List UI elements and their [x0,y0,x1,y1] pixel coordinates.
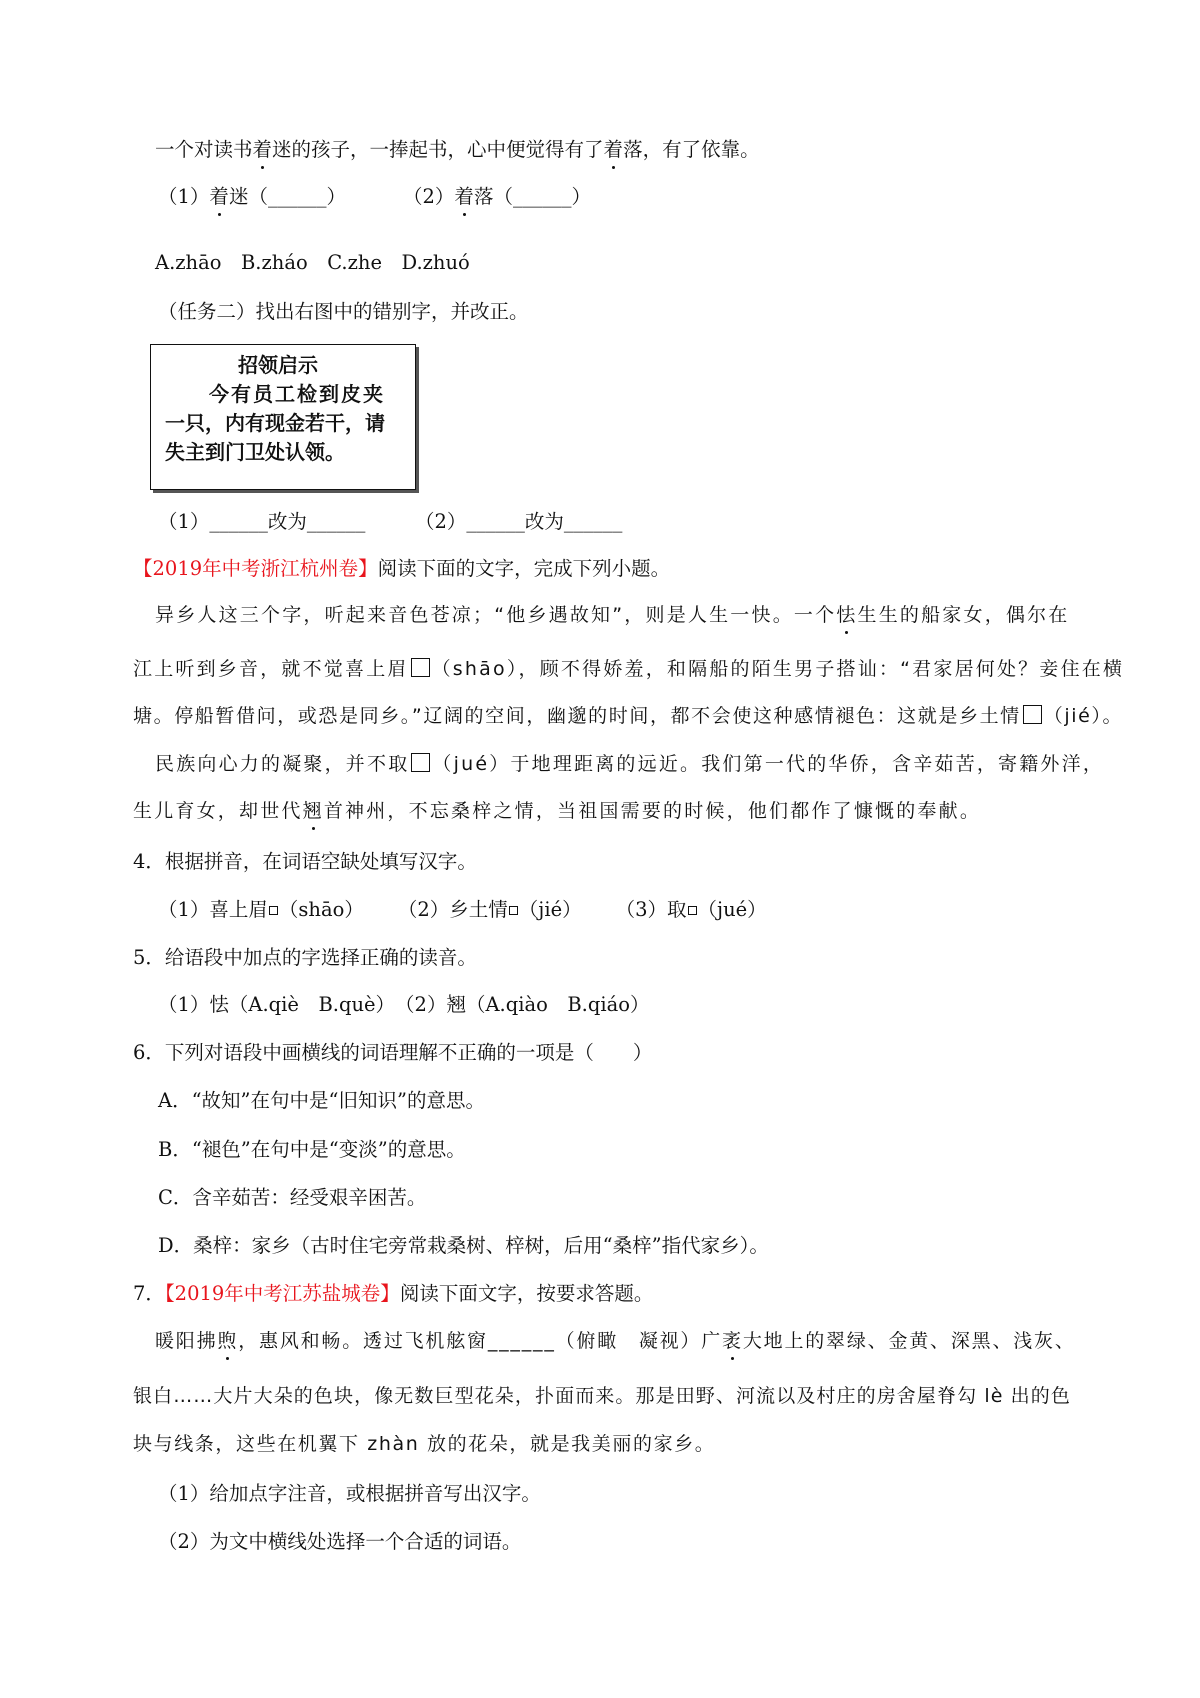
dotted-char: 着 [209,183,229,211]
q6-option-b: B．“褪色”在句中是“变淡”的意思。 [158,1138,466,1161]
text: （2）乡土情 [397,898,508,921]
dotted-char: 煦 [217,1327,238,1355]
task1-item1 [158,183,346,211]
text: ，惠风和畅。透过飞机舷窗______（俯瞰 凝视）广 [238,1330,723,1352]
question-5: 5．给语段中加点的字选择正确的读音。 [133,946,477,969]
text: 异乡人这三个字，听起来音色苍凉；“他乡遇故知”，则是人生一快。一个 [155,604,837,626]
text: 落（______） [473,185,591,208]
pinyin: （jué） [432,753,511,775]
text: 7． [133,1282,165,1305]
notice-line: 今有员工检到皮夹 [209,382,385,406]
notice-title: 招领启示 [238,353,318,377]
text: 阅读下面文字，按要求答题。 [399,1282,654,1305]
section-heading [133,555,670,583]
passage-line [133,655,1124,683]
text: （1）喜上眉 [158,898,268,921]
underlined-word: 褪色 [835,705,877,727]
q4-items [158,896,767,924]
dotted-char: 袤 [722,1327,743,1355]
text: （3）取 [615,898,687,921]
task2-instruction: （任务二）找出右图中的错别字，并改正。 [158,300,529,323]
text: ，顾不得娇羞，和隔船的陌生男子搭讪：“君家居何处？妾住在横 [518,658,1125,680]
passage-line [133,702,1123,730]
dotted-char: 着 [454,183,474,211]
passage-line [155,1327,1076,1355]
task2-answer2: （2）______改为______ [415,510,623,533]
text: 江上听到乡音，就不觉喜上眉 [133,658,409,680]
blank-box [411,658,430,677]
notice-image [150,344,416,490]
text: 首神州，不忘桑梓之情，当祖国需要的时候，他们都作了慷慨的奉献。 [323,800,982,822]
text: 一个对读书 [155,138,253,161]
pinyin: （jié）。 [1043,705,1124,727]
blank-box [411,753,430,772]
passage-line [133,797,981,825]
text: 落，有了依靠。 [623,138,760,161]
blank-box [509,906,518,915]
text: （1） [158,185,210,208]
dotted-char: 翘 [303,797,324,825]
q6-option-d: D．桑梓：家乡（古时住宅旁常栽桑树、梓树，后用“桑梓”指代家乡）。 [158,1234,769,1257]
question-6: 6．下列对语段中画横线的词语理解不正确的一项是（ ） [133,1041,653,1064]
text: 生儿育女，却世代 [133,800,303,822]
blank-box [1023,705,1042,724]
text: 大地上的翠绿、金黄、深黑、浅灰、 [742,1330,1076,1352]
source-tag: 【2019年中考江苏盐城卷】 [164,1282,400,1305]
pinyin: （shāo） [431,658,519,680]
pinyin: （shāo） [278,898,364,921]
dotted-char: 怯 [836,601,857,629]
text: 阅读下面的文字，完成下列小题。 [377,557,671,580]
text: 迷的孩子，一捧起书，心中便觉得有了 [272,138,604,161]
notice-line: 一只，内有现金若干，请 [165,411,385,435]
text: （2） [403,185,455,208]
passage-line: 银白……大片大朵的色块，像无数巨型花朵，扑面而来。那是田野、河流以及村庄的房舍屋脊勾 lè 出的色 [133,1385,1071,1407]
passage-line: 块与线条，这些在机翼下 zhàn 放的花朵，就是我美丽的家乡。 [133,1433,716,1455]
blank-box [688,906,697,915]
q5-items: （1）怯（A.qiè B.què） （2）翘（A.qiào B.qiáo） [158,993,650,1016]
task2-answer1: （1）______改为______ [158,510,366,533]
notice-line: 失主到门卫处认领。 [165,440,345,464]
q7-sub1: （1）给加点字注音，或根据拼音写出汉字。 [158,1482,541,1505]
text: 于地理距离的远近。我们第一代的华侨，含辛茹苦，寄籍外洋， [510,753,1105,775]
text: 塘。停船暂借问，或恐是同乡。”辽阔的空间，幽邈的时间，都不会使这种感情 [133,705,836,727]
q6-option-c: C．含辛茹苦：经受艰辛困苦。 [158,1186,427,1209]
text: 民族向心力的凝聚，并不取 [155,753,410,775]
task1-options: A.zhāo B.zháo C.zhe D.zhuó [155,251,470,274]
passage-line [155,750,1104,778]
pinyin: （jié） [518,898,582,921]
text: 迷（______） [228,185,346,208]
task1-sentence [155,136,760,164]
dotted-char: 着 [604,136,624,164]
passage-line [155,601,1070,629]
text: ：这就是乡土情 [876,705,1021,727]
q7-sub2: （2）为文中横线处选择一个合适的词语。 [158,1530,522,1553]
text: 暖阳拂 [155,1330,218,1352]
pinyin: （jué） [697,898,767,921]
question-7 [133,1280,653,1308]
question-4: 4．根据拼音，在词语空缺处填写汉字。 [133,850,477,873]
source-tag: 【2019年中考浙江杭州卷】 [133,557,378,580]
text: 生生的船家女，偶尔在 [857,604,1070,626]
q6-option-a: A．“故知”在句中是“旧知识”的意思。 [158,1089,485,1112]
dotted-char: 着 [253,136,273,164]
blank-box [269,906,278,915]
task1-item2 [403,183,591,211]
